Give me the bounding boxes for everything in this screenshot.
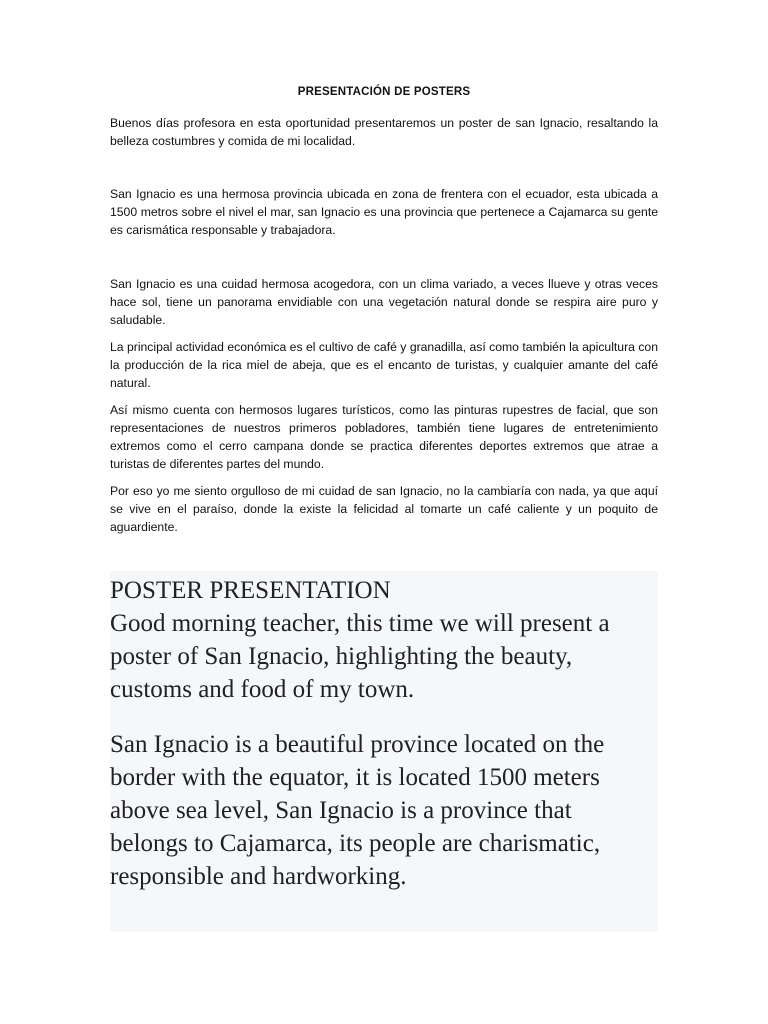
translation-line: belongs to Cajamarca, its people are charismatic, [110,830,601,857]
paragraph-gap [110,706,658,728]
paragraph-text: Buenos días profesora en esta oportunidad presentaremos un poster de san Ignacio, resaltando la belleza costumbres y comida de mi localidad. [110,116,658,148]
translation-line: responsible and hardworking. [110,863,407,890]
paragraph-greeting [110,114,658,150]
paragraph-text: San Ignacio es una hermosa provincia ubicada en zona de frentera con el ecuador, esta ubicada a 1500 metros sobre el nivel el mar, san Ignacio es una provincia que pertenece a Cajamarca su gente es carismática responsable y trabajadora. [110,187,658,237]
paragraph-location [110,185,658,239]
translation-line: customs and food of my town. [110,676,415,703]
paragraph-economy [110,338,658,392]
paragraph-climate [110,275,658,329]
translation-line: border with the equator, it is located 1500 meters [110,764,600,791]
paragraph-text: San Ignacio es una cuidad hermosa acogedora, con un clima variado, a veces llueve y otras veces hace sol, tiene un panorama envidiable con una vegetación natural donde se respira aire puro y saludable. [110,277,658,327]
translation-box [110,571,658,932]
paragraph-text: Por eso yo me siento orgulloso de mi cuidad de san Ignacio, no la cambiaría con nada, ya que aquí se vive en el paraíso, donde la existe la felicidad al tomarte un café caliente y un poquito de aguardiente. [110,484,658,534]
paragraph-tourism [110,401,658,473]
translation-title: POSTER PRESENTATION [110,577,391,604]
translation-line: above sea level, San Ignacio is a province that [110,797,572,824]
paragraph-text: La principal actividad económica es el cultivo de café y granadilla, así como también la apicultura con la producción de la rica miel de abeja, que es el encanto de turistas, y cualquier amante del café natural. [110,340,658,390]
paragraph-conclusion [110,482,658,536]
translation-line: poster of San Ignacio, highlighting the beauty, [110,643,573,670]
paragraph-text: Así mismo cuenta con hermosos lugares turísticos, como las pinturas rupestres de facial, que son representaciones de nuestros primeros pobladores, también tiene lugares de entretenimiento extremos como el cerro campana donde se practica diferentes deportes extremos que atrae a turistas de diferentes partes del mundo. [110,403,658,471]
translation-line: Good morning teacher, this time we will present a [110,610,610,637]
translation-line: San Ignacio is a beautiful province located on the [110,731,605,758]
document-title: PRESENTACIÓN DE POSTERS [297,86,471,98]
